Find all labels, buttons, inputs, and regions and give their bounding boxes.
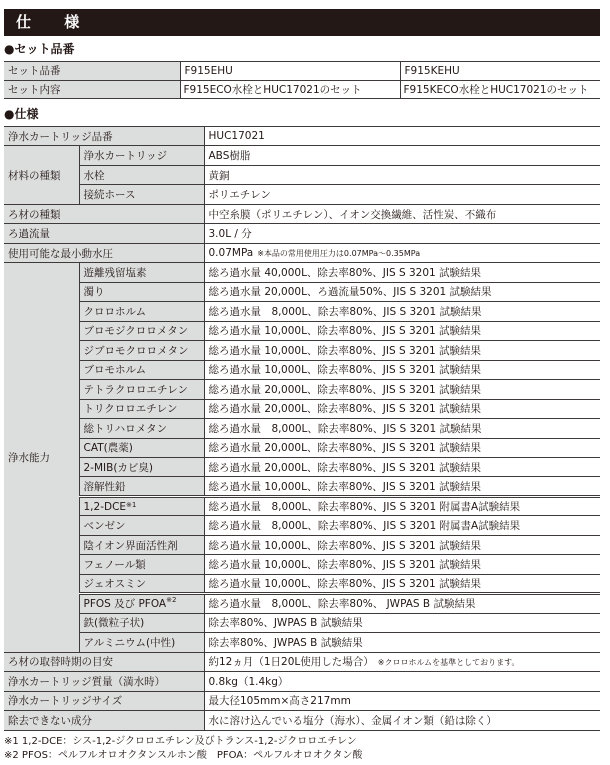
table-row xyxy=(4,62,600,81)
spec-value: 総ろ過水量 20,000L、除去率80%、JIS S 3201 試験結果 xyxy=(204,380,600,399)
spec-sub-label xyxy=(79,165,204,184)
spec-sub-label-text: 総トリハロメタン xyxy=(83,422,168,435)
spec-value: 黄銅 xyxy=(204,165,600,184)
spec-label: 浄水カートリッジ質量（満水時） xyxy=(4,672,204,691)
footnote-2: ※2 PFOS：ペルフルオロオクタンスルホン酸 PFOA：ペルフルオロオクタン酸 xyxy=(4,750,363,761)
spec-sub-label-text: ジェオスミン xyxy=(83,578,147,591)
spec-group-label: 浄水能力 xyxy=(4,263,79,652)
set-value: F915KEHU xyxy=(400,62,600,81)
spec-table xyxy=(4,126,600,731)
table-row xyxy=(4,613,600,632)
table-row xyxy=(4,496,600,515)
spec-sub-label-text: 鉄(微粒子状) xyxy=(83,617,145,630)
spec-label: 浄水カートリッジサイズ xyxy=(4,691,204,710)
spec-value: 総ろ過水量 10,000L、除去率80%、JIS S 3201 試験結果 xyxy=(204,341,600,360)
spec-label: 除去できない成分 xyxy=(4,711,204,730)
table-row xyxy=(4,652,600,671)
table-row xyxy=(4,341,600,360)
spec-sub-label xyxy=(79,263,204,282)
spec-sub-label-text: テトラクロロエチレン xyxy=(83,383,189,396)
spec-value xyxy=(204,243,600,262)
spec-sub-label xyxy=(79,282,204,301)
spec-value: 総ろ過水量 10,000L、除去率80%、JIS S 3201 試験結果 xyxy=(204,477,600,496)
spec-value xyxy=(204,224,600,243)
spec-value: 総ろ過水量 20,000L、除去率80%、JIS S 3201 試験結果 xyxy=(204,457,600,476)
spec-sub-label-text: ジブロモクロロメタン xyxy=(83,344,189,357)
spec-label: ろ過流量 xyxy=(4,224,204,243)
table-row xyxy=(4,711,600,730)
spec-value-text: 3.0L / 分 xyxy=(208,228,252,241)
table-row xyxy=(4,535,600,554)
spec-sub-label-text: 接続ホース xyxy=(83,189,136,202)
spec-value xyxy=(204,711,600,730)
spec-sub-label-text: 浄水カートリッジ xyxy=(83,150,168,163)
footnote-1: ※1 1,2-DCE：シス-1,2-ジクロロエチレン及びトランス-1,2-ジクロロエチレン xyxy=(4,736,357,747)
spec-sub-label xyxy=(79,419,204,438)
spec-sub-label xyxy=(79,438,204,457)
spec-value-text: 最大径105mm×高さ217mm xyxy=(208,695,351,708)
table-row xyxy=(4,380,600,399)
spec-sub-label xyxy=(79,496,204,515)
spec-value-text: HUC17021 xyxy=(208,130,265,143)
spec-sub-label xyxy=(79,633,204,652)
set-table xyxy=(4,61,600,99)
table-row xyxy=(4,321,600,340)
spec-value: 総ろ過水量 10,000L、除去率80%、JIS S 3201 試験結果 xyxy=(204,574,600,593)
table-row xyxy=(4,672,600,691)
spec-sub-label-text: 遊離残留塩素 xyxy=(83,267,147,280)
spec-value-text: 0.07MPa xyxy=(208,247,254,260)
spec-sub-label xyxy=(79,613,204,632)
spec-value xyxy=(204,691,600,710)
table-row xyxy=(4,399,600,418)
spec-sub-label-text: ブロモホルム xyxy=(83,364,147,377)
table-row xyxy=(4,165,600,184)
table-row xyxy=(4,516,600,535)
spec-sub-label xyxy=(79,594,204,613)
set-value: F915KECO水栓とHUC17021のセット xyxy=(400,80,600,99)
spec-value: 総ろ過水量 10,000L、除去率80%、JIS S 3201 試験結果 xyxy=(204,555,600,574)
spec-value: 総ろ過水量 10,000L、除去率80%、JIS S 3201 試験結果 xyxy=(204,360,600,379)
spec-label: ろ材の種類 xyxy=(4,204,204,223)
spec-value-text: 中空糸膜（ポリエチレン）、イオン交換繊維、活性炭、不織布 xyxy=(208,208,497,221)
table-row xyxy=(4,477,600,496)
spec-sub-label-text: 水栓 xyxy=(83,169,105,182)
spec-value: 総ろ過水量 8,000L、除去率80%、 JWPAS B 試験結果 xyxy=(204,594,600,613)
spec-sub-label-text: 陰イオン界面活性剤 xyxy=(83,539,178,552)
spec-sub-label-text: アルミニウム(中性) xyxy=(83,636,176,649)
spec-sub-label xyxy=(79,360,204,379)
spec-value-text: 約12ヵ月（1日20L使用した場合） xyxy=(208,656,374,669)
spec-sub-label-text: 2-MIB(カビ臭) xyxy=(83,461,154,474)
spec-value: ABS樹脂 xyxy=(204,146,600,165)
spec-sub-label-text: 溶解性鉛 xyxy=(83,480,126,493)
spec-sub-label xyxy=(79,341,204,360)
spec-value xyxy=(204,652,600,671)
table-row xyxy=(4,243,600,262)
spec-value: 総ろ過水量 8,000L、除去率80%、JIS S 3201 附属書A試験結果 xyxy=(204,516,600,535)
spec-sub-label xyxy=(79,555,204,574)
table-row xyxy=(4,127,600,146)
spec-group-label: 材料の種類 xyxy=(4,146,79,204)
table-row xyxy=(4,574,600,593)
set-label: セット内容 xyxy=(4,80,180,99)
spec-value-text: 水に溶け込んでいる塩分（海水）、金属イオン類（鉛は除く） xyxy=(208,714,497,727)
footnote-ref: ※2 xyxy=(166,596,177,605)
table-row xyxy=(4,594,600,613)
spec-value: 総ろ過水量 8,000L、除去率80%、JIS S 3201 附属書A試験結果 xyxy=(204,496,600,515)
spec-label: 浄水カートリッジ品番 xyxy=(4,127,204,146)
spec-value xyxy=(204,204,600,223)
spec-sub-label xyxy=(79,380,204,399)
spec-sub-label xyxy=(79,399,204,418)
spec-value: 総ろ過水量 40,000L、除去率80%、JIS S 3201 試験結果 xyxy=(204,263,600,282)
spec-sub-label-text: ブロモジクロロメタン xyxy=(83,325,189,338)
spec-sub-label-text: PFOS 及び PFOA xyxy=(83,598,167,611)
set-section-heading: ●セット品番 xyxy=(4,42,75,56)
spec-sub-label xyxy=(79,477,204,496)
spec-sub-label xyxy=(79,457,204,476)
table-row xyxy=(4,282,600,301)
set-value: F915ECO水栓とHUC17021のセット xyxy=(180,80,400,99)
spec-sub-label-text: CAT(農薬) xyxy=(83,442,133,455)
table-row xyxy=(4,633,600,652)
spec-value: 総ろ過水量 20,000L、除去率80%、JIS S 3201 試験結果 xyxy=(204,438,600,457)
table-row xyxy=(4,555,600,574)
spec-sub-label-text: フェノール類 xyxy=(83,559,146,572)
spec-sub-label-text: 1,2-DCE xyxy=(83,500,127,513)
table-row xyxy=(4,80,600,99)
spec-note: ※本品の常用使用圧力は0.07MPa～0.35MPa xyxy=(257,249,421,259)
spec-section-heading: ●仕様 xyxy=(4,107,39,121)
set-value: F915EHU xyxy=(180,62,400,81)
spec-sub-label-text: 濁り xyxy=(83,286,105,299)
table-row xyxy=(4,438,600,457)
table-row xyxy=(4,302,600,321)
set-label: セット品番 xyxy=(4,62,180,81)
spec-sub-label xyxy=(79,574,204,593)
table-row xyxy=(4,457,600,476)
spec-note: ※クロロホルムを基準としております。 xyxy=(377,658,520,668)
spec-sub-label xyxy=(79,516,204,535)
spec-value xyxy=(204,127,600,146)
spec-sub-label xyxy=(79,185,204,204)
spec-value: 総ろ過水量 8,000L、除去率80%、JIS S 3201 試験結果 xyxy=(204,302,600,321)
table-row xyxy=(4,360,600,379)
table-row xyxy=(4,224,600,243)
page-title: 仕 様 xyxy=(4,9,600,36)
spec-label: ろ材の取替時期の目安 xyxy=(4,652,204,671)
spec-value: 総ろ過水量 8,000L、除去率80%、JIS S 3201 試験結果 xyxy=(204,419,600,438)
spec-value: 総ろ過水量 20,000L、ろ過流量50%、JIS S 3201 試験結果 xyxy=(204,282,600,301)
spec-value: 総ろ過水量 10,000L、除去率80%、JIS S 3201 試験結果 xyxy=(204,321,600,340)
spec-value xyxy=(204,672,600,691)
spec-sub-label xyxy=(79,535,204,554)
table-row xyxy=(4,691,600,710)
table-row xyxy=(4,419,600,438)
footnote-ref: ※1 xyxy=(126,500,137,509)
spec-label: 使用可能な最小動水圧 xyxy=(4,243,204,262)
spec-sub-label-text: トリクロロエチレン xyxy=(83,403,178,416)
spec-sub-label-text: クロロホルム xyxy=(83,305,147,318)
spec-value: ポリエチレン xyxy=(204,185,600,204)
table-row xyxy=(4,263,600,282)
spec-value: 総ろ過水量 10,000L、除去率80%、JIS S 3201 試験結果 xyxy=(204,535,600,554)
spec-value-text: 0.8kg（1.4kg） xyxy=(208,675,289,688)
spec-sub-label xyxy=(79,302,204,321)
spec-value: 除去率80%、JWPAS B 試験結果 xyxy=(204,613,600,632)
spec-sub-label xyxy=(79,146,204,165)
spec-sub-label-text: ベンゼン xyxy=(83,520,126,533)
table-row xyxy=(4,204,600,223)
table-row xyxy=(4,185,600,204)
table-row xyxy=(4,146,600,165)
spec-value: 総ろ過水量 20,000L、除去率80%、JIS S 3201 試験結果 xyxy=(204,399,600,418)
spec-value: 除去率80%、JWPAS B 試験結果 xyxy=(204,633,600,652)
spec-sub-label xyxy=(79,321,204,340)
